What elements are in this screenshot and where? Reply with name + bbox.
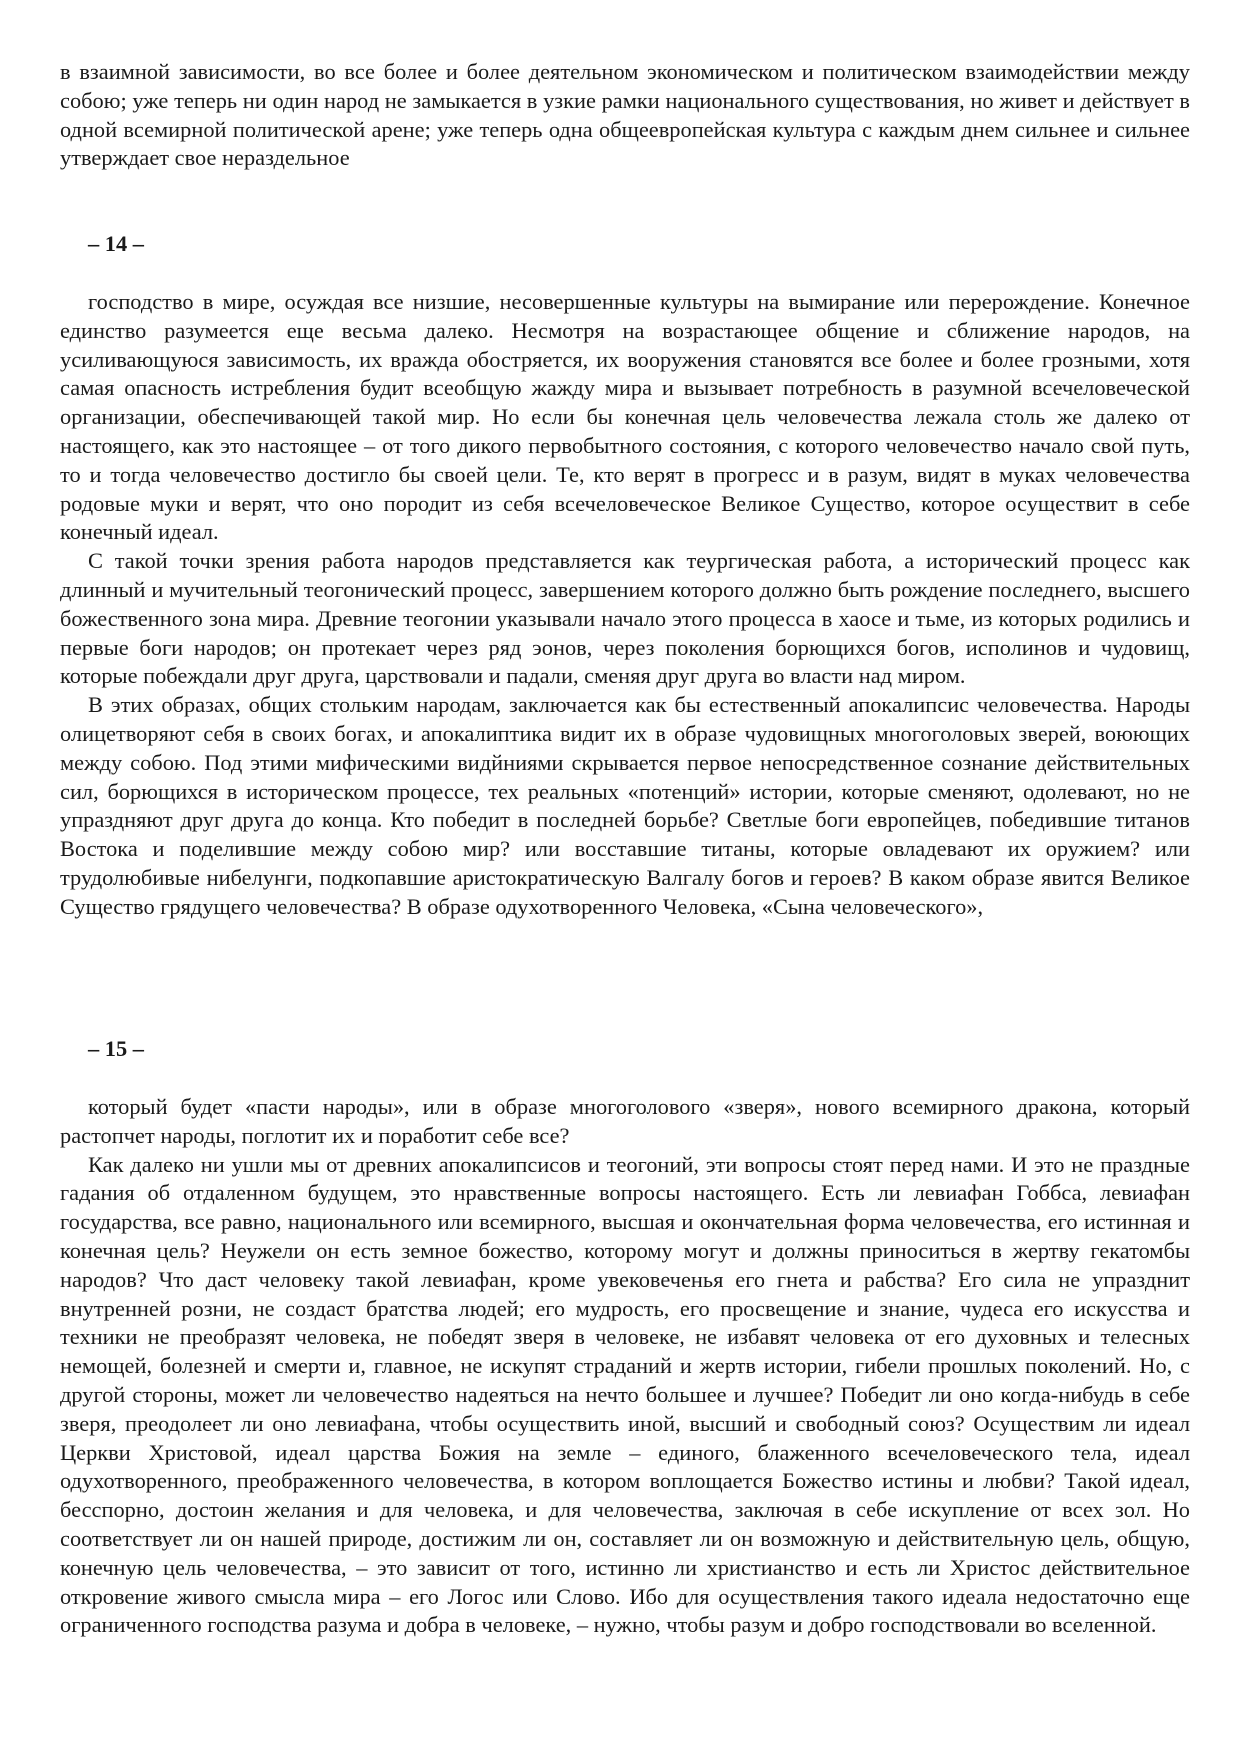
paragraph: Как далеко ни ушли мы от древних апокалипсисов и теогоний, эти вопросы стоят перед нами. И это не праздные гадания об отдаленном будущем, это нравственные вопросы настоящего. Есть ли левиафан Гоббса, левиафан государства, все равно, национального или всемирного, высшая и окончательная форма человечества, его истинная и конечная цель? Неужели он есть земное божество, которому могут и должны приноситься в жертву гекатомбы народов? Что даст человеку такой левиафан, кроме увековеченья его гнета и рабства? Его сила не упразднит внутренней розни, не создаст братства людей; его мудрость, его просвещение и знание, чудеса его искусства и техники не преобразят человека, не победят зверя в человеке, не избавят человека от его духовных и телесных немощей, болезней и смерти и, главное, не искупят страданий и жертв истории, гибели прошлых поколений. Но, с другой стороны, может ли человечество надеяться на нечто большее и лучшее? Победит ли оно когда-нибудь в себе зверя, преодолеет ли оно левиафана, чтобы осуществить иной, высший и свободный союз? Осуществим ли идеал Церкви Христовой, идеал царства Божия на земле – единого, блаженного всечеловеческого тела, идеал одухотворенного, преображенного человечества, в котором воплощается Божество истины и любви? Такой идеал, бесспорно, достоин желания и для человека, и для человечества, заключая в себе искупление от всех зол. Но соответствует ли он нашей природе, достижим ли он, составляет ли он возможную и действительную цель, общую, конечную цель человечества, – это зависит от того, истинно ли христианство и есть ли Христос действительное откровение живого смысла мира – его Логос или Слово. Ибо для осуществления такого идеала недостаточно еще ограниченного господства разума и добра в человеке, – нужно, чтобы разум и добро господствовали во вселенной. <box>60 1151 1190 1638</box>
paragraph: господство в мире, осуждая все низшие, несовершенные культуры на вымирание или перерождение. Конечное единство разумеется еще весьма далеко. Несмотря на возрастающее общение и сближение народов, на усиливающуюся зависимость, их вражда обостряется, их вооружения становятся все более и более грозными, хотя самая опасность истребления будит всеобщую жажду мира и вызывает потребность в разумной всечеловеческой организации, обеспечивающей такой мир. Но если бы конечная цель человечества лежала столь же далеко от настоящего, как это настоящее – от того дикого первобытного состояния, с которого человечество начало свой путь, то и тогда человечество достигло бы своей цели. Те, кто верят в прогресс и в разум, видят в муках человечества родовые муки и верят, что оно породит из себя всечеловеческое Великое Существо, которое осуществит в себе конечный идеал. <box>60 289 1190 545</box>
page-number-15 <box>60 1035 144 1064</box>
text-block-top <box>60 58 1190 173</box>
page-number: – 14 – <box>88 231 144 256</box>
paragraph: в взаимной зависимости, во все более и более деятельном экономическом и политическом взаимодействии между собою; уже теперь ни один народ не замыкается в узкие рамки национального существования, но живет и действует в одной всемирной политической арене; уже теперь одна общеевропейская культура с каждым днем сильнее и сильнее утверждает свое нераздельное <box>60 59 1190 171</box>
paragraph: С такой точки зрения работа народов представляется как теургическая работа, а исторический процесс как длинный и мучительный теогонический процесс, завершением которого должно быть рождение последнего, высшего божественного зона мира. Древние теогонии указывали начало этого процесса в хаосе и тьме, из которых родились и первые боги народов; он протекает через ряд эонов, через поколения борющихся богов, исполинов и чудовищ, которые побеждали друг друга, царствовали и падали, сменяя друг друга во власти над миром. <box>60 548 1190 689</box>
text-block-page-14 <box>60 288 1190 922</box>
paragraph: В этих образах, общих стольким народам, заключается как бы естественный апокалипсис человечества. Народы олицетворяют себя в своих богах, и апокалиптика видит их в образе чудовищных многоголовых зверей, воюющих между собою. Под этими мифическими видйниями скрывается первое непосредственное сознание действительных сил, борющихся в историческом процессе, тех реальных «потенций» истории, которые сменяют, одолевают, но не упраздняют друг друга до конца. Кто победит в последней борьбе? Светлые боги европейцев, победившие титанов Востока и поделившие между собою мир? или восставшие титаны, которые овладевают их оружием? или трудолюбивые нибелунги, подкопавшие аристократическую Валгалу богов и героев? В каком образе явится Великое Существо грядущего человечества? В образе одухотворенного Человека, «Сына человеческого», <box>60 692 1190 919</box>
paragraph: который будет «пасти народы», или в образе многоголового «зверя», нового всемирного дракона, который растопчет народы, поглотит их и поработит себе все? <box>60 1094 1190 1148</box>
page-number-14 <box>60 230 144 259</box>
page-number: – 15 – <box>88 1036 144 1061</box>
text-block-page-15 <box>60 1093 1190 1640</box>
